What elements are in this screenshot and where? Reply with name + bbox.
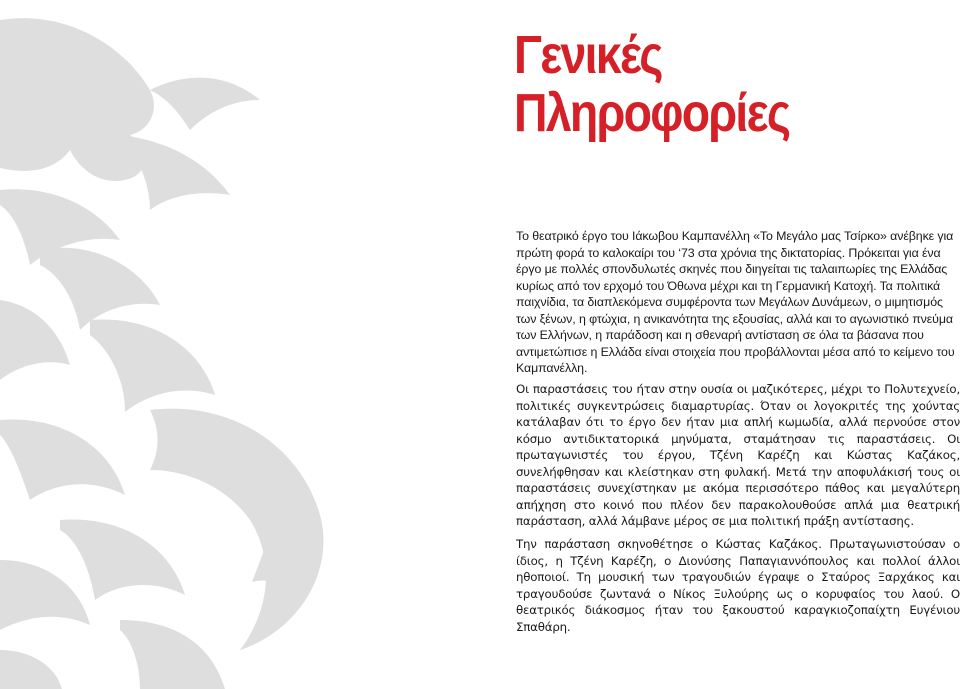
title-line-2: Πληροφορίες [514, 83, 790, 143]
title-line-1: Γενικές [514, 25, 662, 85]
dragon-watermark [0, 0, 380, 689]
paragraph-intro [516, 228, 960, 377]
page-title [514, 26, 789, 142]
paragraph-text: Οι παραστάσεις του ήταν στην ουσία οι μαζικότερες, μέχρι το Πολυτεχνείο, πολιτικές συγκεντρώσεις διαμαρτυρίας. Όταν οι λογοκριτές της χούντας κατάλαβαν ότι το έργο δεν ήταν μια απλή κωμωδία, αλλά περνούσε στον κόσμο αντιδικτατορικά μηνύματα, σταμάτησαν τις παραστάσεις. Οι πρωταγωνιστές του έργου, Τζένη Καρέζη και Κώστας Καζάκος, συνελήφθησαν και κλείστηκαν στη φυλακή. Μετά την αποφυλάκισή τους οι παραστάσεις συνεχίστηκαν με ακόμα περισσότερο πάθος και μεγαλύτερη απήχηση στο κοινό που πλέον δεν παρακολουθούσε απλά μια θεατρική παράσταση, αλλά λάμβανε μέρος σε μια πολιτική πράξη αντίστασης. [516, 382, 960, 528]
paragraph-text: Την παράσταση σκηνοθέτησε ο Κώστας Καζάκος. Πρωταγωνιστούσαν ο ίδιος, η Τζένη Καρέζη, ο Διονύσης Παπαγιαννόπουλος και πολλοί άλλοι ηθοποιοί. Τη μουσική των τραγουδιών έγραψε ο Σταύρος Ξαρχάκος και τραγουδούσε ζωντανά ο Νίκος Ξυλούρης ως ο κορυφαίος του λαού. Ο θεατρικός διάκοσμος ήταν του ξακουστού καραγκιοζοπαίχτη Ευγένιου Σπαθάρη. [516, 537, 960, 634]
paragraph-text: Το θεατρικό έργο του Ιάκωβου Καμπανέλλη «Το Μεγάλο μας Τσίρκο» ανέβηκε για πρώτη φορά το καλοκαίρι του ‘73 στα χρόνια της δικτατορίας. Πρόκειται για ένα έργο με πολλές σπονδυλωτές σκηνές που διηγείται τις ταλαιπωρίες της Ελλάδας κυρίως από τον ερχομό του Όθωνα μέχρι και τη Γερμανική Κατοχή. Τα πολιτικά παιχνίδια, τα διαπλεκόμενα συμφέροντα των Μεγάλων Δυνάμεων, ο μιμητισμός των ξένων, η φτώχια, η ανικανότητα της εξουσίας, αλλά και το αγωνιστικό πνεύμα των Ελλήνων, η παράδοση και η σθεναρή αντίσταση σε όλα τα βάσανα που αντιμετώπισε η Ελλάδα είναι στοιχεία που προβάλλονται μέσα από το κείμενο του Καμπανέλλη. [516, 229, 955, 375]
paragraph-performances [516, 381, 960, 530]
paragraph-cast [516, 536, 960, 635]
